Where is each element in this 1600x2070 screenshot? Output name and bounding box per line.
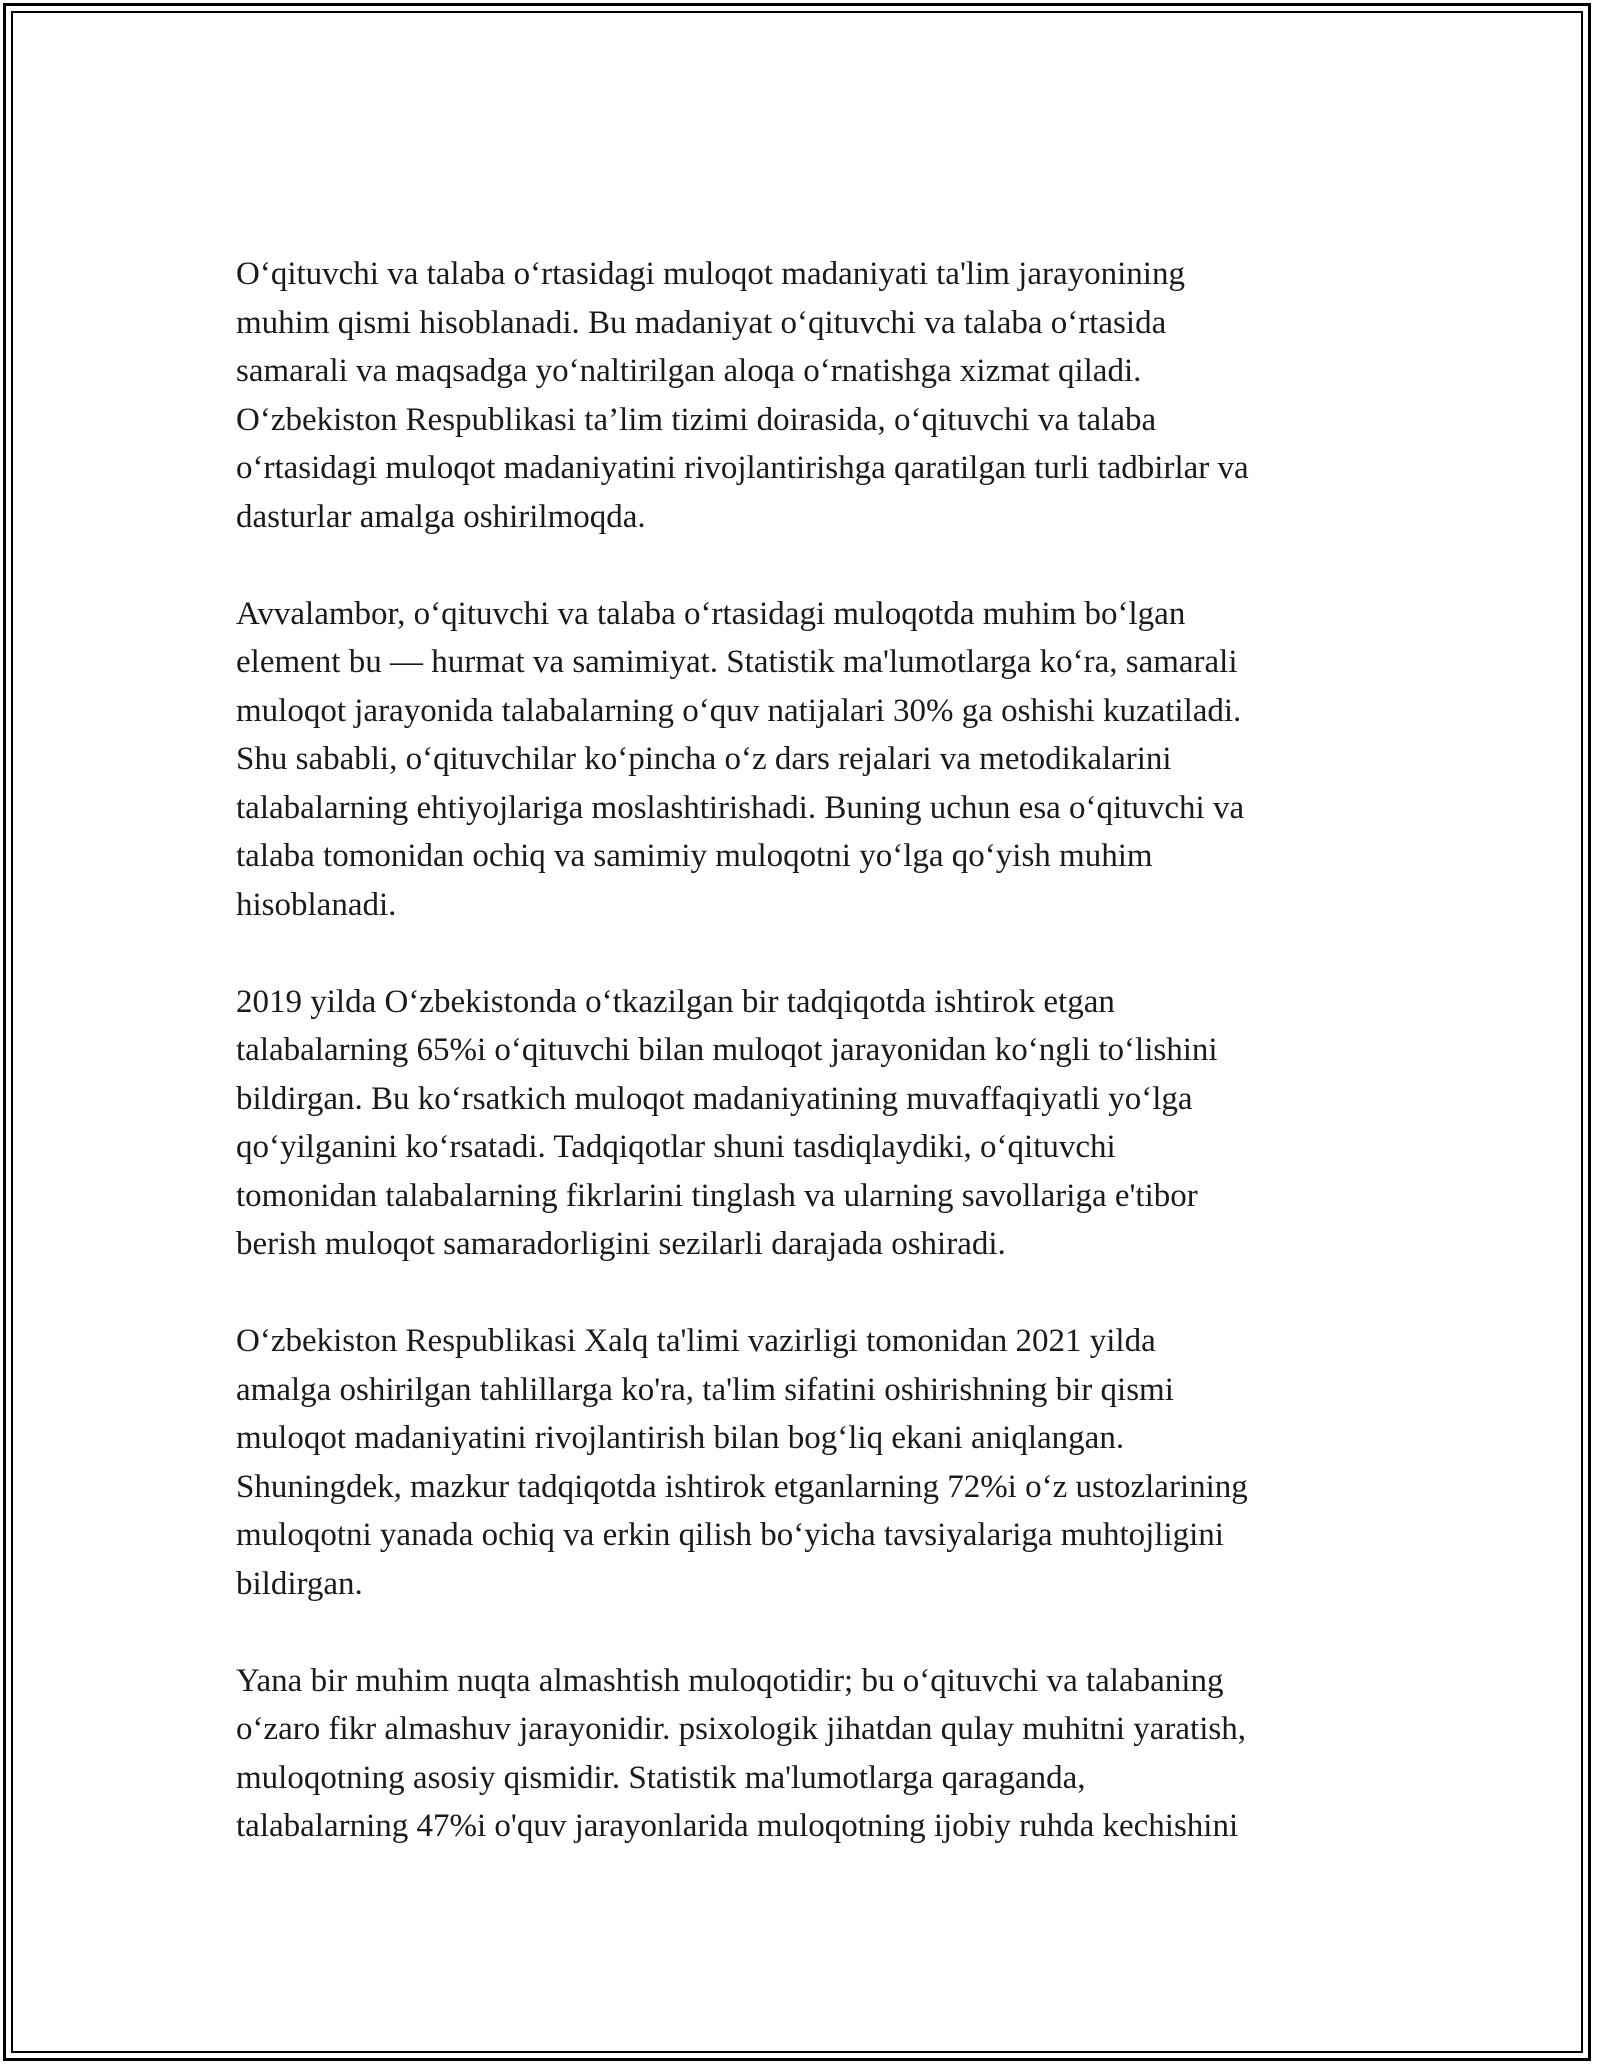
- paragraph-2: Avvalambor, o‘qituvchi va talaba o‘rtasidagi muloqotda muhim bo‘lgan element bu — hurmat va samimiyat. Statistik ma'lumotlarga ko‘ra, samarali muloqot jarayonida talabalarning o‘quv natijalari 30% ga oshishi kuzatiladi. Shu sababli, o‘qituvchilar ko‘pincha o‘z dars rejalari va metodikalarini talabalarning ehtiyojlariga moslashtirishadi. Buning uchun esa o‘qituvchi va talaba tomonidan ochiq va samimiy muloqotni yo‘lga qo‘yish muhim hisoblanadi.: [236, 595, 1245, 923]
- paragraph-1: O‘qituvchi va talaba o‘rtasidagi muloqot madaniyati ta'lim jarayonining muhim qismi hisoblanadi. Bu madaniyat o‘qituvchi va talaba o‘rtasida samarali va maqsadga yo‘naltirilgan aloqa o‘rnatishga xizmat qiladi. O‘zbekiston Respublikasi ta’lim tizimi doirasida, o‘qituvchi va talaba o‘rtasidagi muloqot madaniyatini rivojlantirishga qaratilgan turli tadbirlar va dasturlar amalga oshirilmoqda.: [236, 256, 1249, 535]
- paragraph-3: 2019 yilda O‘zbekistonda o‘tkazilgan bir tadqiqotda ishtirok etgan talabalarning 65%i o‘qituvchi bilan muloqot jarayonidan ko‘ngli to‘lishini bildirgan. Bu ko‘rsatkich muloqot madaniyatining muvaffaqiyatli yo‘lga qo‘yilganini ko‘rsatadi. Tadqiqotlar shuni tasdiqlaydiki, o‘qituvchi tomonidan talabalarning fikrlarini tinglash va ularning savollariga e'tibor berish muloqot samaradorligini sezilarli darajada oshiradi.: [236, 983, 1218, 1262]
- paragraph-4: O‘zbekiston Respublikasi Xalq ta'limi vazirligi tomonidan 2021 yilda amalga oshirilgan tahlillarga ko'ra, ta'lim sifatini oshirishning bir qismi muloqot madaniyatini rivojlantirish bilan bog‘liq ekani aniqlangan. Shuningdek, mazkur tadqiqotda ishtirok etganlarning 72%i o‘z ustozlarining muloqotni yanada ochiq va erkin qilish bo‘yicha tavsiyalariga muhtojligini bildirgan.: [236, 1323, 1248, 1602]
- document-body: [236, 250, 1386, 1899]
- paragraph-5: Yana bir muhim nuqta almashtish muloqotidir; bu o‘qituvchi va talabaning o‘zaro fikr almashuv jarayonidir. psixologik jihatdan qulay muhitni yaratish, muloqotning asosiy qismidir. Statistik ma'lumotlarga qaraganda, talabalarning 47%i o'quv jarayonlarida muloqotning ijobiy ruhda kechishini: [236, 1662, 1246, 1844]
